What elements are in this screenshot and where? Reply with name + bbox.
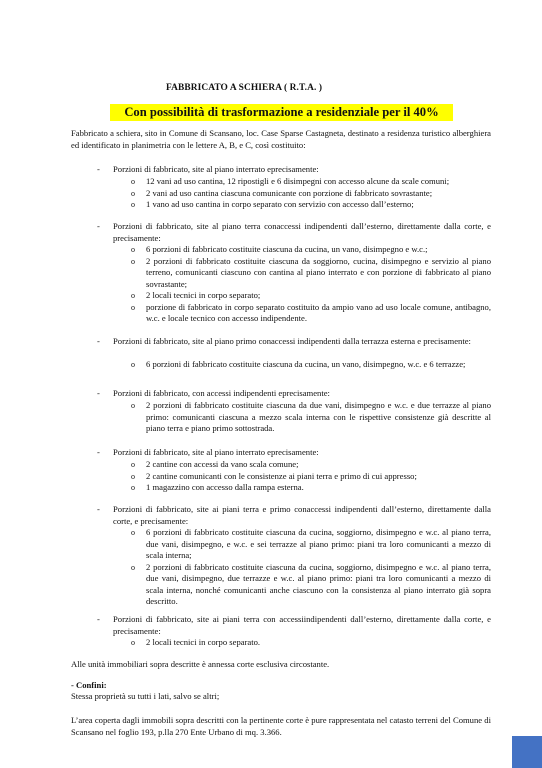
- bullet-marker: o: [131, 256, 135, 266]
- list-item-text: 2 locali tecnici in corpo separato.: [146, 637, 261, 647]
- list-item-text: 2 vani ad uso cantina ciascuna comunicante con porzione di fabbricato sovrastante;: [146, 187, 433, 198]
- list-item: [0, 244, 542, 256]
- list-item-text: 1 vano ad uso cantina in corpo separato con servizio con accesso dall’esterno;: [146, 199, 414, 209]
- bullet-marker: o: [131, 460, 135, 469]
- list-item: [0, 199, 542, 211]
- bullet-marker: o: [131, 483, 135, 492]
- section-items: [0, 637, 542, 649]
- dash-marker: -: [97, 388, 100, 398]
- confini-heading: - Confini:: [71, 680, 107, 690]
- dash-marker: -: [97, 336, 100, 346]
- bullet-marker: o: [131, 291, 135, 300]
- bullet-marker: o: [131, 471, 135, 481]
- closing-paragraph: Alle unità immobiliari sopra descritte è annessa corte esclusiva circostante.: [71, 659, 330, 669]
- list-item-text: 6 porzioni di fabbricato costituite ciascuna da cucina, soggiorno, disimpegno e w.c. al piano terra, due vani, disimpegno, e w.c. e sei terrazze al piano primo: piani tra loro comunicanti a mezzo di scala interna;: [146, 527, 491, 560]
- list-item-text: 2 porzioni di fabbricato costituite ciascuna da due vani, disimpegno e w.c. e due terrazze al piano primo: comunicanti ciascuna a mezzo scala interna con le rispettive consistenze già descritte al piano terra e piano primo sottostrada.: [146, 400, 491, 433]
- section-heading: Porzioni di fabbricato, site al piano terra conaccessi indipendenti dall’esterno, direttamente dalla corte, e precisamente:: [113, 221, 491, 243]
- dash-marker: -: [97, 164, 100, 174]
- section-items: [0, 359, 542, 371]
- list-item: [0, 359, 542, 371]
- list-item-text: 2 cantine comunicanti con le consistenze ai piani terra e primo di cui appresso;: [146, 470, 417, 481]
- list-item-text: 2 porzioni di fabbricato costituite ciascuna da cucina, soggiorno, disimpegno e w.c. al piano terra, due vani, disimpegno, due terrazze e w.c. al piano primo: piani tra loro comunicanti a mezzo di scala interna, nonché comunicanti anche ciascuno con la consistenza al piano interrato già sopra descritto.: [146, 561, 491, 606]
- list-item-text: 6 porzioni di fabbricato costituite ciascuna da cucina, un vano, disimpegno, w.c. e 6 terrazze;: [146, 359, 466, 369]
- list-item: [0, 188, 542, 200]
- list-item-text: 2 locali tecnici in corpo separato;: [146, 290, 261, 300]
- intro-paragraph: Fabbricato a schiera, sito in Comune di Scansano, loc. Case Sparse Castagneta, destinato a residenza turistico alberghiera ed identificato in planimetria con le lettere A, B, e C, così costituito:: [71, 128, 491, 150]
- dash-marker: -: [97, 614, 100, 624]
- section-items: [0, 400, 542, 435]
- bullet-marker: o: [131, 188, 135, 198]
- list-item: [0, 400, 542, 435]
- section-items: [0, 527, 542, 608]
- list-item: [0, 471, 542, 483]
- section-heading: Porzioni di fabbricato, site ai piani terra e primo conaccessi indipendenti dall’esterno, direttamente dalla corte, e precisamente:: [113, 504, 491, 526]
- list-item: [0, 290, 542, 302]
- confini-text: Stessa proprietà su tutti i lati, salvo se altri;: [71, 691, 220, 701]
- bullet-marker: o: [131, 245, 135, 254]
- section-heading: Porzioni di fabbricato, site al piano interrato eprecisamente:: [113, 447, 319, 457]
- list-item-text: 2 porzioni di fabbricato costituite ciascuna da soggiorno, cucina, disimpegno e servizio al piano terreno, comunicanti ciascuno con cantina al piano interrato e con porzione di fabbricato al piano sovrastante;: [146, 255, 491, 289]
- section-heading: Porzioni di fabbricato, con accessi indipendenti eprecisamente:: [113, 388, 330, 398]
- list-item: [0, 482, 542, 494]
- bullet-marker: o: [131, 200, 135, 209]
- bullet-marker: o: [131, 528, 135, 537]
- cadastre-paragraph: L’area coperta dagli immobili sopra descritti con la pertinente corte è pure rappresentata nel catasto terreni del Comune di Scansano nel foglio 193, p.lla 270 Ente Urbano di mq. 3.366.: [71, 715, 491, 737]
- list-item: [0, 256, 542, 291]
- bullet-marker: o: [131, 302, 135, 312]
- list-item: [0, 302, 542, 325]
- section-items: [0, 459, 542, 494]
- bullet-marker: o: [131, 638, 135, 647]
- list-item-text: 1 magazzino con accesso dalla rampa esterna.: [146, 482, 304, 492]
- list-item: [0, 637, 542, 649]
- page-corner-tab: [512, 736, 542, 768]
- bullet-marker: o: [131, 177, 135, 186]
- section-heading: Porzioni di fabbricato, site al piano interrato eprecisamente:: [113, 164, 319, 174]
- bullet-marker: o: [131, 401, 135, 410]
- document-title: FABBRICATO A SCHIERA ( R.T.A. ): [166, 83, 323, 93]
- list-item: [0, 562, 542, 608]
- dash-marker: -: [97, 504, 100, 514]
- list-item-text: 6 porzioni di fabbricato costituite ciascuna da cucina, un vano, disimpegno e w.c.;: [146, 244, 428, 254]
- dash-marker: -: [97, 447, 100, 457]
- section-items: [0, 176, 542, 211]
- bullet-marker: o: [131, 360, 135, 369]
- list-item-text: 2 cantine con accessi da vano scala comune;: [146, 459, 299, 469]
- section-heading: Porzioni di fabbricato, site al piano primo conaccessi indipendenti dalla terrazza esterna e precisamente:: [113, 336, 471, 346]
- list-item: [0, 176, 542, 188]
- section-items: [0, 244, 542, 325]
- list-item: [0, 527, 542, 562]
- highlighted-subtitle: Con possibilità di trasformazione a residenziale per il 40%: [110, 104, 453, 121]
- list-item-text: 12 vani ad uso cantina, 12 ripostigli e 6 disimpegni con accesso alcune da scale comuni;: [146, 176, 450, 186]
- list-item: [0, 459, 542, 471]
- bullet-marker: o: [131, 562, 135, 572]
- list-item-text: porzione di fabbricato in corpo separato costituito da ampio vano ad uso locale comune, antibagno, w.c. e locale tecnico con accesso indipendente.: [146, 301, 491, 323]
- section-heading: Porzioni di fabbricato, site ai piani terra con accessiindipendenti dall’esterno, direttamente dalla corte, e precisamente:: [113, 614, 491, 636]
- dash-marker: -: [97, 221, 100, 231]
